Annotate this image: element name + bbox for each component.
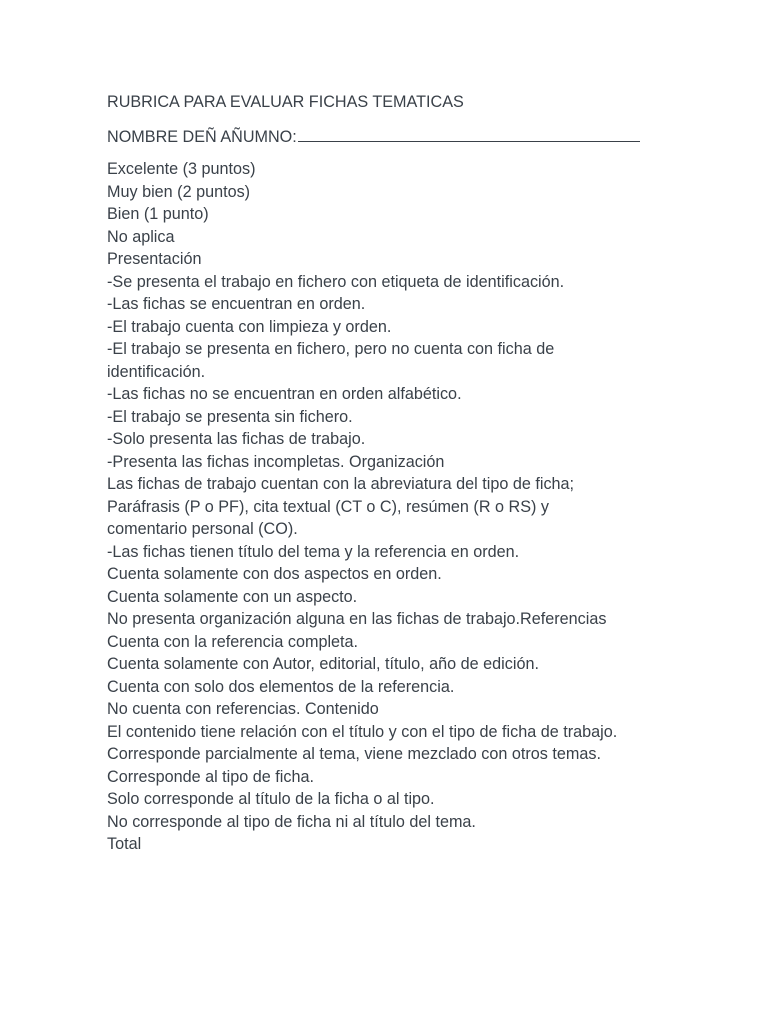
rubric-line: Corresponde al tipo de ficha. (107, 767, 314, 786)
rubric-line: -Se presenta el trabajo en fichero con etiqueta de identificación. (107, 272, 565, 291)
rubric-line: -Las fichas tienen título del tema y la referencia en orden. (107, 542, 520, 561)
student-name-row (107, 125, 727, 149)
rubric-line: Las fichas de trabajo cuentan con la abreviatura del tipo de ficha; (107, 475, 575, 493)
rubric-line: Cuenta con la referencia completa. (107, 632, 359, 651)
rubric-line: Presentación (107, 250, 202, 268)
student-name-blank (298, 125, 640, 142)
document-page (107, 91, 727, 856)
rubric-line: Cuenta solamente con Autor, editorial, título, año de edición. (107, 655, 539, 673)
rubric-line: Paráfrasis (P o PF), cita textual (CT o C), resúmen (R o RS) y (107, 497, 549, 516)
rubric-line: -Las fichas no se encuentran en orden alfabético. (107, 385, 462, 403)
rubric-line: -El trabajo se presenta sin fichero. (107, 407, 353, 426)
rubric-lines (107, 158, 727, 856)
rubric-line: Corresponde parcialmente al tema, viene mezclado con otros temas. (107, 745, 601, 763)
rubric-line: Total (107, 835, 142, 853)
rubric-line: identificación. (107, 362, 206, 381)
rubric-line: Cuenta con solo dos elementos de la referencia. (107, 677, 455, 696)
rubric-line: Excelente (3 puntos) (107, 160, 256, 178)
rubric-line: -Las fichas se encuentran en orden. (107, 295, 366, 313)
rubric-line: El contenido tiene relación con el título y con el tipo de ficha de trabajo. (107, 722, 618, 741)
rubric-line: No presenta organización alguna en las fichas de trabajo.Referencias (107, 610, 607, 628)
rubric-line: comentario personal (CO). (107, 520, 298, 538)
rubric-line: Bien (1 punto) (107, 205, 209, 223)
rubric-line: Cuenta solamente con dos aspectos en orden. (107, 565, 442, 583)
rubric-line: -El trabajo se presenta en fichero, pero no cuenta con ficha de (107, 340, 555, 358)
rubric-line: -Presenta las fichas incompletas. Organización (107, 452, 445, 471)
rubric-line: Solo corresponde al título de la ficha o al tipo. (107, 790, 435, 808)
rubric-line: No corresponde al tipo de ficha ni al título del tema. (107, 812, 476, 831)
rubric-line: Muy bien (2 puntos) (107, 182, 251, 201)
student-name-label: NOMBRE DEÑ AÑUMNO: (107, 127, 297, 146)
rubric-line: Cuenta solamente con un aspecto. (107, 587, 358, 606)
document-title: RUBRICA PARA EVALUAR FICHAS TEMATICAS (107, 93, 464, 111)
rubric-line: -Solo presenta las fichas de trabajo. (107, 430, 366, 448)
rubric-line: No cuenta con referencias. Contenido (107, 700, 379, 718)
rubric-line: No aplica (107, 227, 175, 246)
rubric-line: -El trabajo cuenta con limpieza y orden. (107, 317, 392, 336)
